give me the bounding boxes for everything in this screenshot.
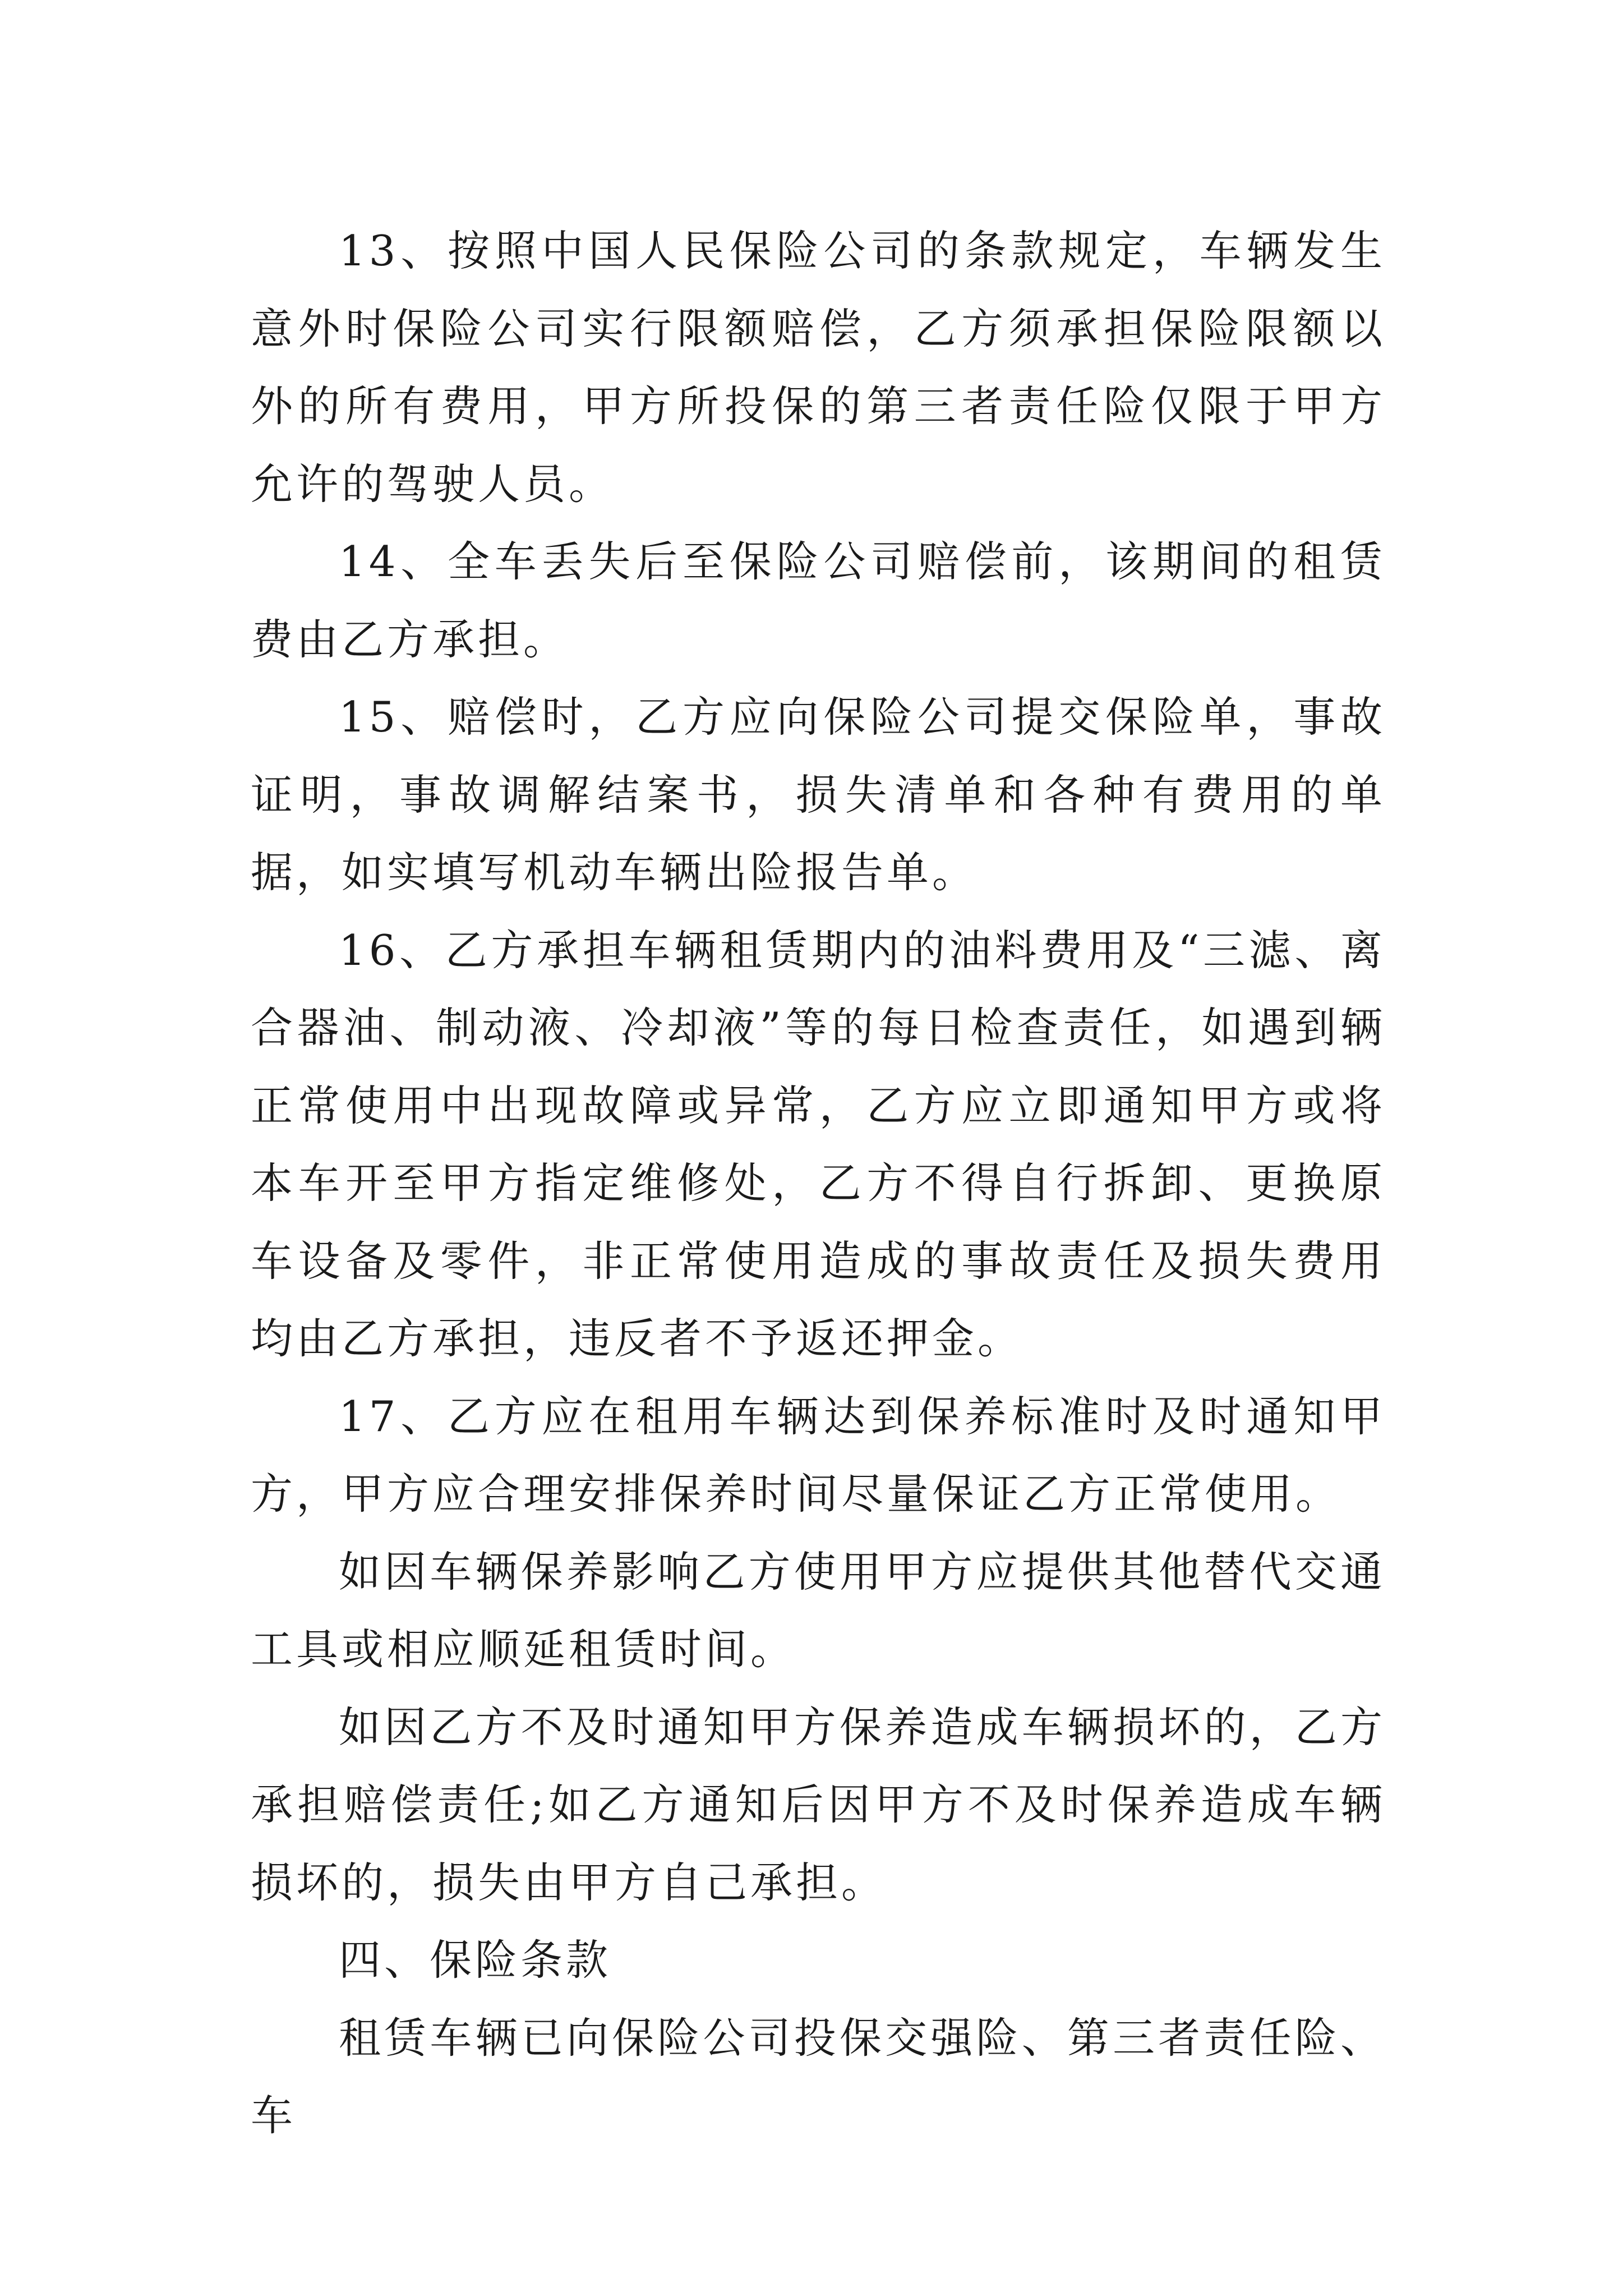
clause-17-note-2: 如因乙方不及时通知甲方保养造成车辆损坏的，乙方承担赔偿责任;如乙方通知后因甲方不及时保养造成车辆损坏的，损失由甲方自己承担。	[251, 1702, 1386, 1907]
clause-16: 16、乙方承担车辆租赁期内的油料费用及“三滤、离合器油、制动液、冷却液”等的每日检查责任，如遇到辆正常使用中出现故障或异常，乙方应立即通知甲方或将本车开至甲方指定维修处，乙方不得自行拆卸、更换原车设备及零件，非正常使用造成的事故责任及损失费用均由乙方承担，违反者不予返还押金。	[251, 925, 1386, 1363]
document-body	[251, 212, 1386, 2155]
insurance-paragraph: 租赁车辆已向保险公司投保交强险、第三者责任险、车	[251, 2013, 1386, 2140]
clause-17: 17、乙方应在租用车辆达到保养标准时及时通知甲方，甲方应合理安排保养时间尽量保证乙方正常使用。	[251, 1391, 1386, 1519]
clause-14: 14、全车丢失后至保险公司赔偿前，该期间的租赁费由乙方承担。	[251, 537, 1386, 664]
clause-17-note-1: 如因车辆保养影响乙方使用甲方应提供其他替代交通工具或相应顺延租赁时间。	[251, 1547, 1386, 1674]
section-heading-insurance: 四、保险条款	[339, 1935, 612, 1985]
clause-13: 13、按照中国人民保险公司的条款规定，车辆发生意外时保险公司实行限额赔偿，乙方须承担保险限额以外的所有费用，甲方所投保的第三者责任险仅限于甲方允许的驾驶人员。	[251, 226, 1386, 509]
clause-15: 15、赔偿时，乙方应向保险公司提交保险单，事故证明，事故调解结案书，损失清单和各种有费用的单据，如实填写机动车辆出险报告单。	[251, 692, 1386, 897]
